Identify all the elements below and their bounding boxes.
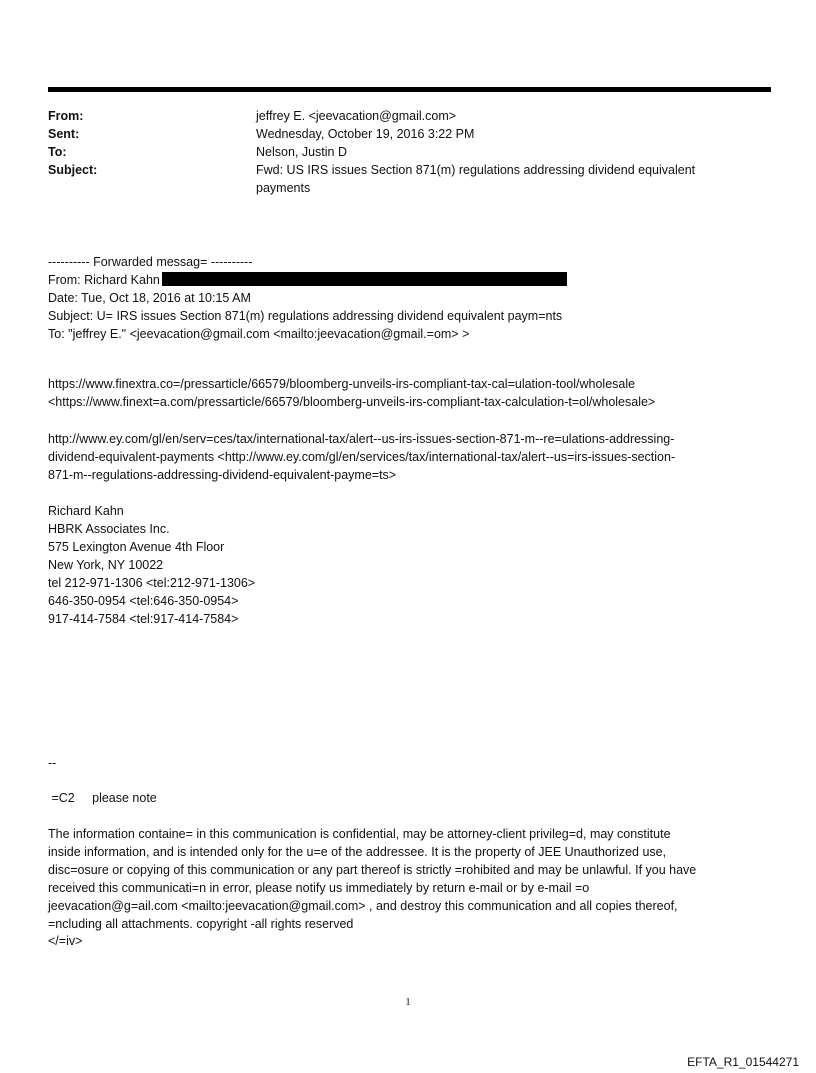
- header-rule: [48, 87, 771, 92]
- link-block-finextra: [48, 375, 768, 411]
- to-value: Nelson, Justin D: [256, 145, 348, 159]
- signature-tel3: 917-414-7584 <tel:917-414-7584>: [48, 612, 239, 626]
- page-number: 1: [405, 996, 411, 1008]
- sent-label: Sent:: [48, 127, 80, 141]
- from-value: jeffrey E. <jeevacation@gmail.com>: [256, 109, 457, 123]
- forward-to: To: "jeffrey E." <jeevacation@gmail.com <mailto:jeevacation@gmail.=om> >: [48, 327, 470, 341]
- forward-from-line: [48, 271, 768, 289]
- signature-address1: 575 Lexington Avenue 4th Floor: [48, 540, 225, 554]
- signature-company: HBRK Associates Inc.: [48, 522, 170, 536]
- signature-tel1: tel 212-971-1306 <tel:212-971-1306>: [48, 576, 256, 590]
- sent-value: Wednesday, October 19, 2016 3:22 PM: [256, 127, 475, 141]
- disclaimer-line: disc=osure or copying of this communication or any part thereof is strictly =rohibited and may be unlawful. If you have: [48, 863, 697, 877]
- disclaimer-line: inside information, and is intended only for the u=e of the addressee. It is the property of JEE Unauthorized use,: [48, 845, 667, 859]
- disclaimer-block: [48, 825, 768, 933]
- footer-note: =C2 please note: [48, 791, 157, 805]
- footer-dashes: --: [48, 756, 57, 770]
- forward-date: Date: Tue, Oct 18, 2016 at 10:15 AM: [48, 291, 251, 305]
- signature-block: [48, 502, 768, 628]
- link-line: 871-m--regulations-addressing-dividend-equivalent-payme=ts>: [48, 468, 397, 482]
- disclaimer-line: jeevacation@g=ail.com <mailto:jeevacation@gmail.com> , and destroy this communication and all copies thereof,: [48, 899, 678, 913]
- to-label: To:: [48, 145, 67, 159]
- link-line: http://www.ey.com/gl/en/serv=ces/tax/international-tax/alert--us-irs-issues-section-871-m--re=ulations-addressing-: [48, 432, 675, 446]
- disclaimer-line: The information containe= in this communication is confidential, may be attorney-client privileg=d, may constitute: [48, 827, 671, 841]
- forward-subject: Subject: U= IRS issues Section 871(m) regulations addressing dividend equivalent paym=nts: [48, 309, 563, 323]
- signature-address2: New York, NY 10022: [48, 558, 164, 572]
- forward-from: From: Richard Kahn: [48, 273, 160, 287]
- disclaimer-line: received this communicati=n in error, please notify us immediately by return e-mail or by e-mail =o: [48, 881, 590, 895]
- disclaimer-line: =ncluding all attachments. copyright -all rights reserved: [48, 917, 354, 931]
- forward-separator: ---------- Forwarded messag= ----------: [48, 255, 253, 269]
- link-line: dividend-equivalent-payments <http://www.ey.com/gl/en/services/tax/international-tax/alert--us=irs-issues-section-: [48, 450, 676, 464]
- subject-value: Fwd: US IRS issues Section 871(m) regulations addressing dividend equivalent payments: [256, 163, 696, 195]
- link-line: <https://www.finext=a.com/pressarticle/66579/bloomberg-unveils-irs-compliant-tax-calculation-t=ol/wholesale>: [48, 395, 656, 409]
- redaction-bar: [162, 272, 567, 286]
- bates-number: EFTA_R1_01544271: [687, 1055, 799, 1069]
- signature-tel2: 646-350-0954 <tel:646-350-0954>: [48, 594, 239, 608]
- forwarded-message-header: [48, 253, 768, 343]
- link-line: https://www.finextra.co=/pressarticle/66579/bloomberg-unveils-irs-compliant-tax-cal=ulation-tool/wholesale: [48, 377, 636, 391]
- from-label: From:: [48, 109, 84, 123]
- signature-name: Richard Kahn: [48, 504, 124, 518]
- subject-label: Subject:: [48, 163, 98, 177]
- link-block-ey: [48, 430, 768, 484]
- closing-tag: </=iv>: [48, 934, 83, 948]
